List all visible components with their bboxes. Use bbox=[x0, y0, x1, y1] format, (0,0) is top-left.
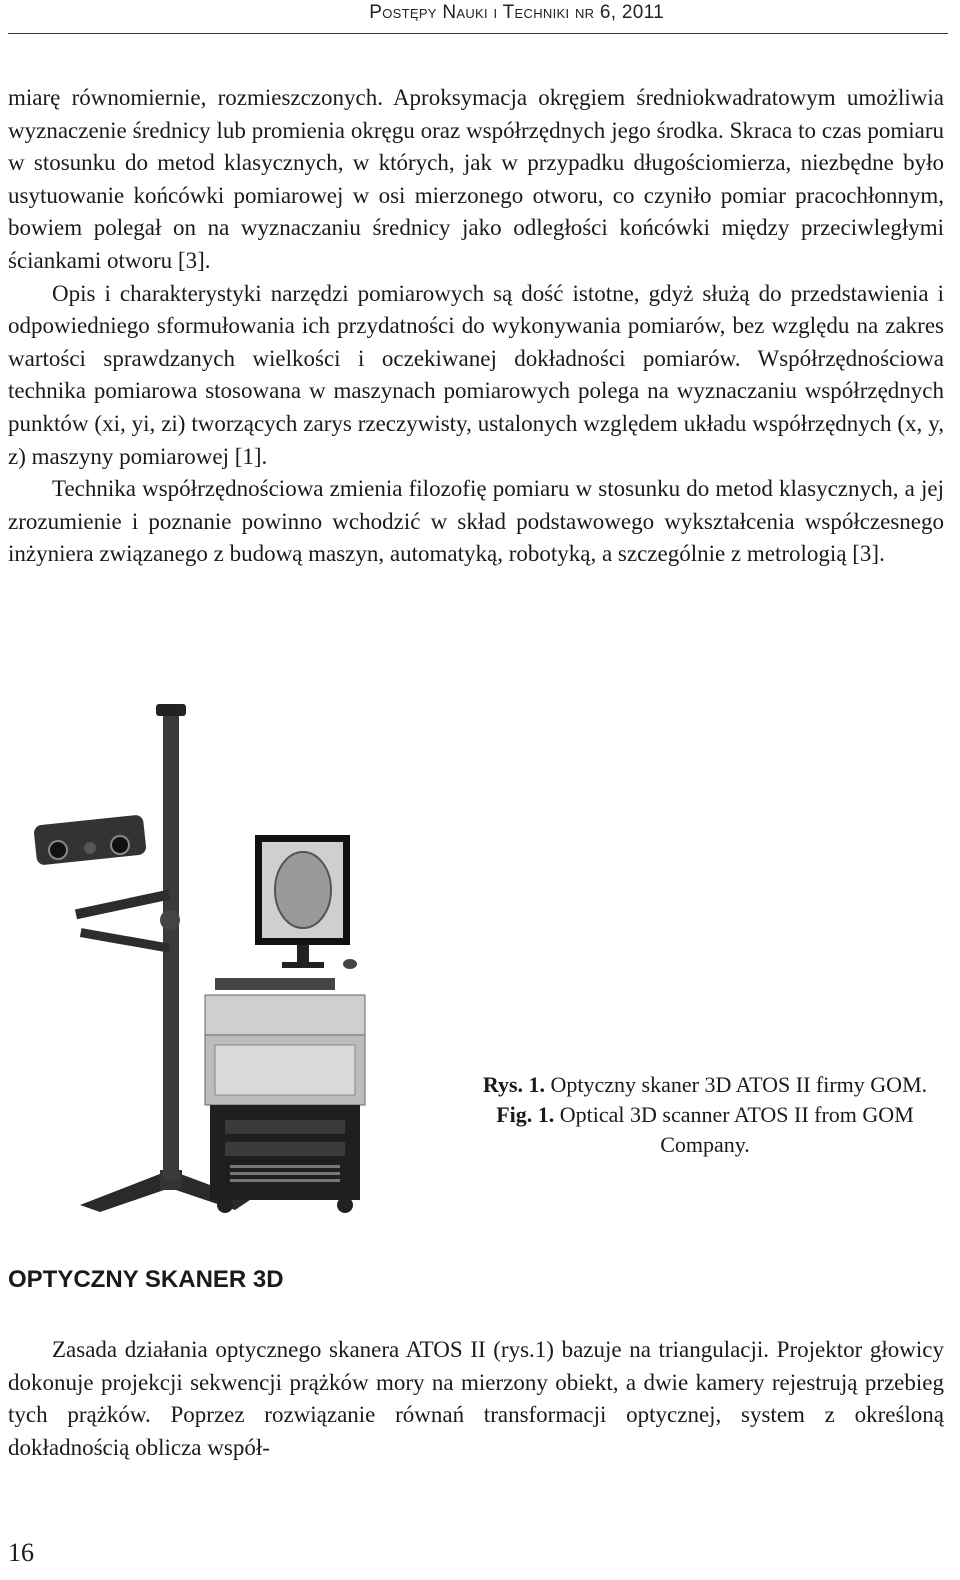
mouse bbox=[343, 959, 357, 969]
scanned-part-render bbox=[275, 852, 331, 928]
monitor-stand bbox=[297, 945, 309, 963]
scanner-head bbox=[33, 814, 147, 865]
running-head bbox=[0, 0, 960, 30]
camera-lens-left bbox=[49, 841, 67, 859]
camera-lens-right bbox=[111, 836, 129, 854]
caption-label: Fig. 1. bbox=[496, 1102, 555, 1127]
section-heading: OPTYCZNY SKANER 3D bbox=[8, 1266, 284, 1293]
column-cap bbox=[156, 704, 186, 716]
cart-wheel bbox=[217, 1197, 233, 1213]
paragraph: Technika współrzędnościowa zmienia filozofię pomiaru w stosunku do metod klasycznych, a jej zrozumienie i poznanie powinno wchodzić w skład podstawowego wykształcenia współczesnego inżyniera związanego z budową maszyn, automatyką, robotyką, a szczególnie z metrologią [3]. bbox=[8, 476, 944, 567]
caption-text: Optical 3D scanner ATOS II from GOM Company. bbox=[559, 1102, 914, 1157]
monitor-foot bbox=[282, 962, 324, 968]
page-number: 16 bbox=[8, 1538, 34, 1567]
cart-wheel bbox=[337, 1197, 353, 1213]
cart-top bbox=[205, 995, 365, 1035]
drawer-front bbox=[215, 1045, 355, 1095]
support-arm-lower bbox=[80, 928, 170, 952]
scanner-illustration bbox=[20, 700, 470, 1220]
arm-joint bbox=[160, 910, 180, 930]
caption-text: Optyczny skaner 3D ATOS II firmy GOM. bbox=[550, 1072, 928, 1097]
figure-caption bbox=[480, 1070, 930, 1160]
keyboard bbox=[215, 978, 335, 990]
projector-lens bbox=[84, 842, 96, 854]
body-text-block bbox=[8, 82, 944, 571]
header-rule bbox=[8, 33, 948, 34]
caption-english bbox=[480, 1100, 930, 1160]
journal-title: Postępy Nauki i Techniki nr 6, 2011 bbox=[369, 2, 664, 23]
vent-grille bbox=[230, 1165, 340, 1182]
support-arm bbox=[75, 890, 170, 920]
drive-bay bbox=[225, 1120, 345, 1134]
caption-label: Rys. 1. bbox=[482, 1072, 546, 1097]
caption-polish bbox=[480, 1070, 930, 1100]
paragraph: Opis i charakterystyki narzędzi pomiarowych są dość istotne, gdyż służą do przedstawienia i odpowiedniego sformułowania ich przydatności do wykonywania pomiarów, bez względu na zakres wartości sprawdzanych wielkości i oczekiwanej dokładności pomiarów. Współrzędnościowa technika pomiarowa stosowana w maszynach pomiarowych polega na wyznaczaniu współrzędnych punktów (xi, yi, zi) tworzących zarys rzeczywisty, ustalonych względem układu współrzędnych (x, y, z) maszyny pomiarowej [1]. bbox=[8, 280, 944, 469]
paragraph: miarę równomiernie, rozmieszczonych. Aproksymacja okręgiem średniokwadratowym umożliwia wyznaczenie średnicy lub promienia okręgu oraz współrzędnych jego środka. Skraca to czas pomiaru w stosunku do metod klasycznych, w których, jak w przypadku długościomierza, niezbędne było usytuowanie końcówki pomiarowej w osi mierzonego otworu, co czyniło pomiar pracochłonnym, bowiem polegał on na wyznaczaniu średnicy jako odległości końcówki między przeciwległymi ściankami otworu [3]. bbox=[8, 85, 944, 273]
section-body bbox=[8, 1334, 944, 1464]
paragraph: Zasada działania optycznego skanera ATOS II (rys.1) bazuje na triangulacji. Projektor głowicy dokonuje projekcji sekwencji prążków mory na mierzony obiekt, a dwie kamery rejestrują przebieg tych prążków. Poprzez rozwiązanie równań transformacji optycznej, system z określoną dokładnością oblicza współ- bbox=[8, 1337, 944, 1460]
scanner-figure bbox=[20, 700, 470, 1220]
drive-bay bbox=[225, 1142, 345, 1156]
